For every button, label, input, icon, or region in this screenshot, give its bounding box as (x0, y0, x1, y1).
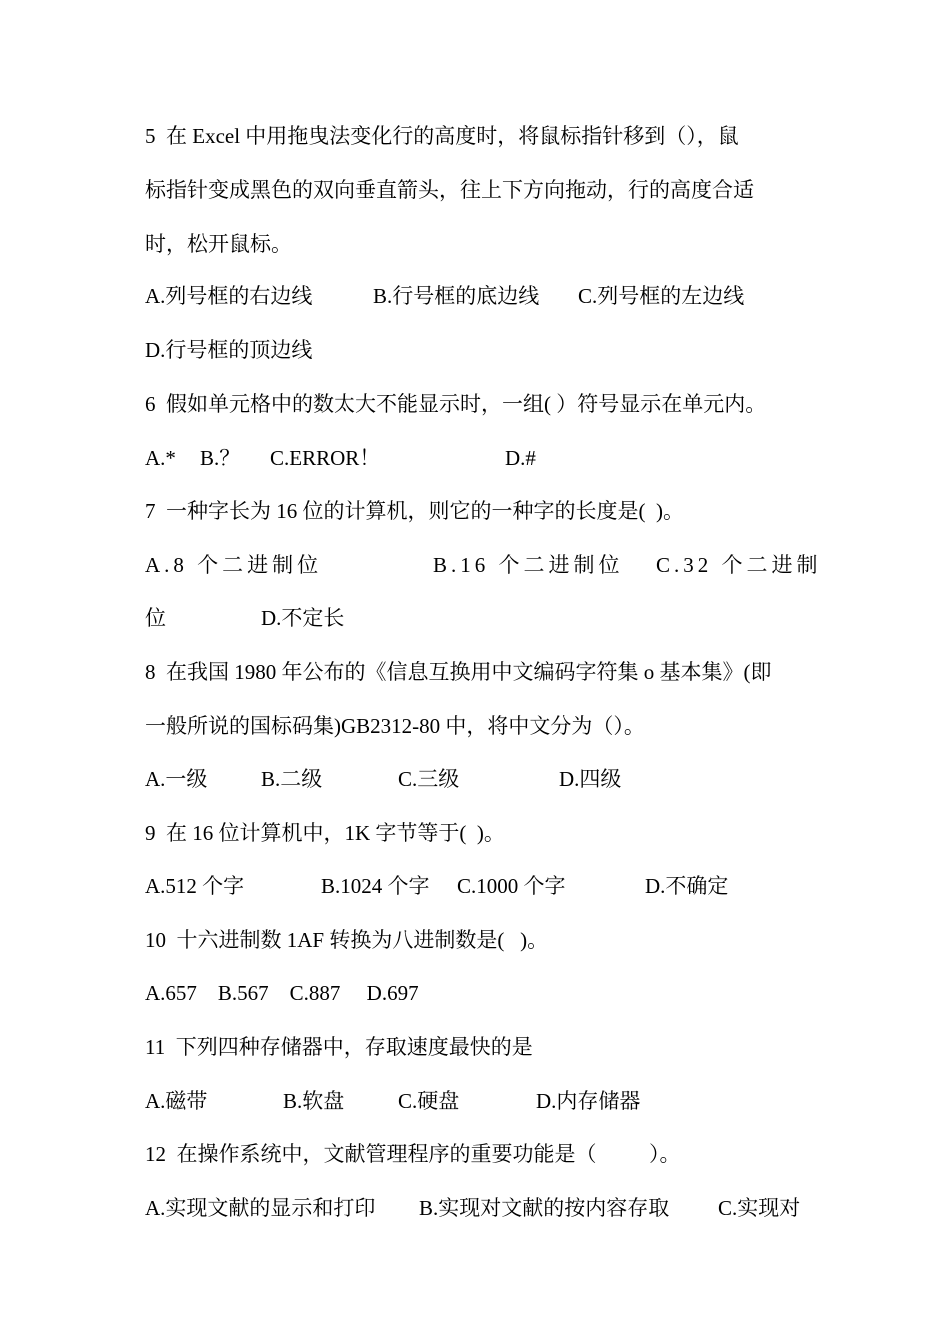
question-7-options (145, 550, 822, 580)
option-b: B.实现对文献的按内容存取 (419, 1196, 670, 1220)
option-a: A.一级 (145, 767, 208, 791)
question-5-options (145, 281, 810, 311)
question-7-options-cont (145, 603, 810, 633)
question-5-line-1: 5 在 Excel 中用拖曳法变化行的高度时，将鼠标指针移到（），鼠 (145, 124, 739, 148)
option-b: B.软盘 (283, 1089, 345, 1113)
option-d: D.内存储器 (536, 1089, 641, 1113)
option-d: D.不确定 (645, 874, 729, 898)
question-8-line-1: 8 在我国 1980 年公布的《信息互换用中文编码字符集 o 基本集》(即 (145, 660, 772, 684)
question-12-stem: 12 在操作系统中，文献管理程序的重要功能是（ ）。 (145, 1142, 681, 1166)
option-a: A.* (145, 446, 176, 470)
option-a: A.512 个字 (145, 874, 245, 898)
option-c-cont: 位 (145, 606, 166, 630)
option-a: A.实现文献的显示和打印 (145, 1196, 376, 1220)
option-a: A.8 个二进制位 (145, 553, 323, 577)
question-5-option-d: D.行号框的顶边线 (145, 338, 313, 362)
option-d: D.# (505, 446, 536, 470)
question-11-options (145, 1086, 810, 1116)
question-8-options (145, 764, 810, 794)
option-d: D.不定长 (261, 606, 345, 630)
question-12-options (145, 1193, 810, 1223)
option-d: D.四级 (559, 767, 622, 791)
option-c: C.列号框的左边线 (578, 284, 745, 308)
option-a: A.磁带 (145, 1089, 208, 1113)
option-a: A.列号框的右边线 (145, 284, 313, 308)
option-c: C.ERROR！ (270, 446, 381, 470)
option-c: C.1000 个字 (457, 874, 566, 898)
option-b: B.行号框的底边线 (373, 284, 540, 308)
question-11-stem: 11 下列四种存储器中，存取速度最快的是 (145, 1035, 533, 1059)
question-10-stem: 10 十六进制数 1AF 转换为八进制数是( )。 (145, 928, 549, 952)
option-c: C.硬盘 (398, 1089, 460, 1113)
option-b: B.16 个二进制位 (433, 553, 624, 577)
option-c: C.32 个二进制 (656, 553, 822, 577)
question-10-options: A.657 B.567 C.887 D.697 (145, 981, 419, 1005)
question-5-line-3: 时，松开鼠标。 (145, 232, 292, 256)
question-6-options (145, 443, 810, 473)
option-b: B.二级 (261, 767, 323, 791)
option-b: B.？ (200, 446, 241, 470)
question-9-options (145, 871, 810, 901)
option-c: C.三级 (398, 767, 460, 791)
question-5-line-2: 标指针变成黑色的双向垂直箭头，往上下方向拖动，行的高度合适 (145, 178, 754, 202)
option-b: B.1024 个字 (321, 874, 430, 898)
question-6-stem: 6 假如单元格中的数太大不能显示时，一组( ）符号显示在单元内。 (145, 392, 767, 416)
question-9-stem: 9 在 16 位计算机中，1K 字节等于( )。 (145, 821, 505, 845)
question-7-stem: 7 一种字长为 16 位的计算机，则它的一种字的长度是( )。 (145, 499, 684, 523)
option-c: C.实现对 (718, 1196, 801, 1220)
question-8-line-2: 一般所说的国标码集)GB2312-80 中，将中文分为（）。 (145, 714, 645, 738)
